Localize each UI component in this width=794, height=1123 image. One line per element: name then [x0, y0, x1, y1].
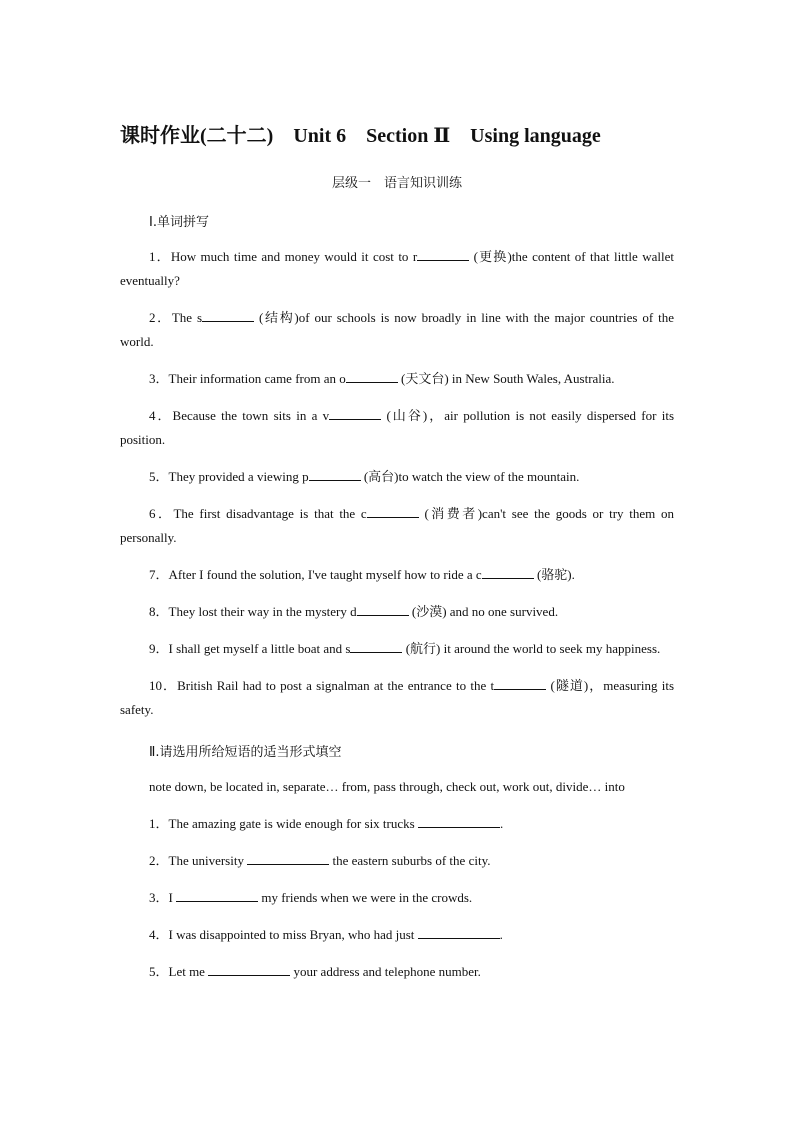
- item-text: (高台)to watch the view of the mountain.: [363, 469, 580, 484]
- item-text: 4．Because the town sits in a v: [149, 408, 330, 423]
- item-text: 8．They lost their way in the mystery d: [149, 604, 357, 619]
- item-text: 1．How much time and money would it cost to r: [149, 249, 418, 264]
- answer-blank[interactable]: [309, 468, 361, 481]
- item-text: (隧道)，measuring its safety.: [120, 678, 675, 717]
- spelling-item: [120, 404, 674, 452]
- spelling-item: [120, 637, 674, 661]
- answer-blank[interactable]: [208, 963, 290, 976]
- answer-blank[interactable]: [350, 640, 402, 653]
- item-text: 2．The s: [149, 310, 203, 325]
- item-text: 9．I shall get myself a little boat and s: [149, 641, 351, 656]
- phrase-item: [120, 849, 674, 873]
- item-text: (天文台) in New South Wales, Australia.: [401, 371, 615, 386]
- item-text: (结构)of our schools is now broadly in line with the major countries of the world.: [120, 310, 674, 349]
- item-text: 5．They provided a viewing p: [149, 469, 309, 484]
- item-text: 7．After I found the solution, I've taught myself how to ride a c: [149, 567, 482, 582]
- answer-blank[interactable]: [494, 677, 546, 690]
- section-heading-spelling: Ⅰ.单词拼写: [149, 215, 209, 230]
- spelling-item: [120, 367, 674, 391]
- spelling-item: [120, 306, 674, 354]
- worksheet-page: [120, 120, 674, 984]
- item-text: (山谷)，air pollution is not easily dispersed for its position.: [120, 408, 674, 447]
- answer-blank[interactable]: [417, 248, 469, 261]
- answer-blank[interactable]: [247, 852, 329, 865]
- answer-blank[interactable]: [176, 889, 258, 902]
- item-text: 2．The university: [149, 853, 248, 868]
- spelling-item: [120, 674, 674, 722]
- spelling-item: [120, 502, 674, 550]
- item-text: 1．The amazing gate is wide enough for six trucks: [149, 816, 418, 831]
- page-title: 课时作业(二十二) Unit 6 Section Ⅱ Using language: [120, 125, 601, 147]
- answer-blank[interactable]: [418, 926, 500, 939]
- phrase-bank: note down, be located in, separate… from, pass through, check out, work out, divide… into: [149, 779, 625, 794]
- item-text: (沙漠) and no one survived.: [411, 604, 559, 619]
- phrase-item: [120, 812, 674, 836]
- item-text: (更换)the content of that little wallet eventually?: [120, 249, 674, 288]
- item-text: 6．The first disadvantage is that the c: [149, 506, 367, 521]
- item-text: .: [499, 927, 503, 942]
- item-text: (航行) it around the world to seek my happiness.: [405, 641, 661, 656]
- item-text: (消费者)can't see the goods or try them on personally.: [120, 506, 674, 545]
- answer-blank[interactable]: [418, 815, 500, 828]
- spelling-item: [120, 563, 674, 587]
- answer-blank[interactable]: [202, 309, 254, 322]
- spelling-item: [120, 465, 674, 489]
- answer-blank[interactable]: [346, 370, 398, 383]
- spelling-item: [120, 600, 674, 624]
- item-text: 5．Let me: [149, 964, 209, 979]
- item-text: 4．I was disappointed to miss Bryan, who had just: [149, 927, 418, 942]
- item-text: 10．British Rail had to post a signalman at the entrance to the t: [149, 678, 495, 693]
- item-text: my friends when we were in the crowds.: [258, 890, 473, 905]
- answer-blank[interactable]: [329, 407, 381, 420]
- item-text: your address and telephone number.: [290, 964, 481, 979]
- item-text: the eastern suburbs of the city.: [329, 853, 491, 868]
- phrase-item: [120, 923, 674, 947]
- phrase-item: [120, 886, 674, 910]
- spelling-item: [120, 245, 674, 293]
- item-text: (骆驼).: [536, 567, 575, 582]
- level-heading: 层级一 语言知识训练: [331, 175, 462, 190]
- item-text: .: [499, 816, 504, 831]
- answer-blank[interactable]: [357, 603, 409, 616]
- item-text: 3．I: [149, 890, 177, 905]
- answer-blank[interactable]: [482, 566, 534, 579]
- phrase-item: [120, 960, 674, 984]
- answer-blank[interactable]: [367, 505, 419, 518]
- item-text: 3．Their information came from an o: [149, 371, 346, 386]
- section-heading-phrases: Ⅱ.请选用所给短语的适当形式填空: [149, 745, 342, 760]
